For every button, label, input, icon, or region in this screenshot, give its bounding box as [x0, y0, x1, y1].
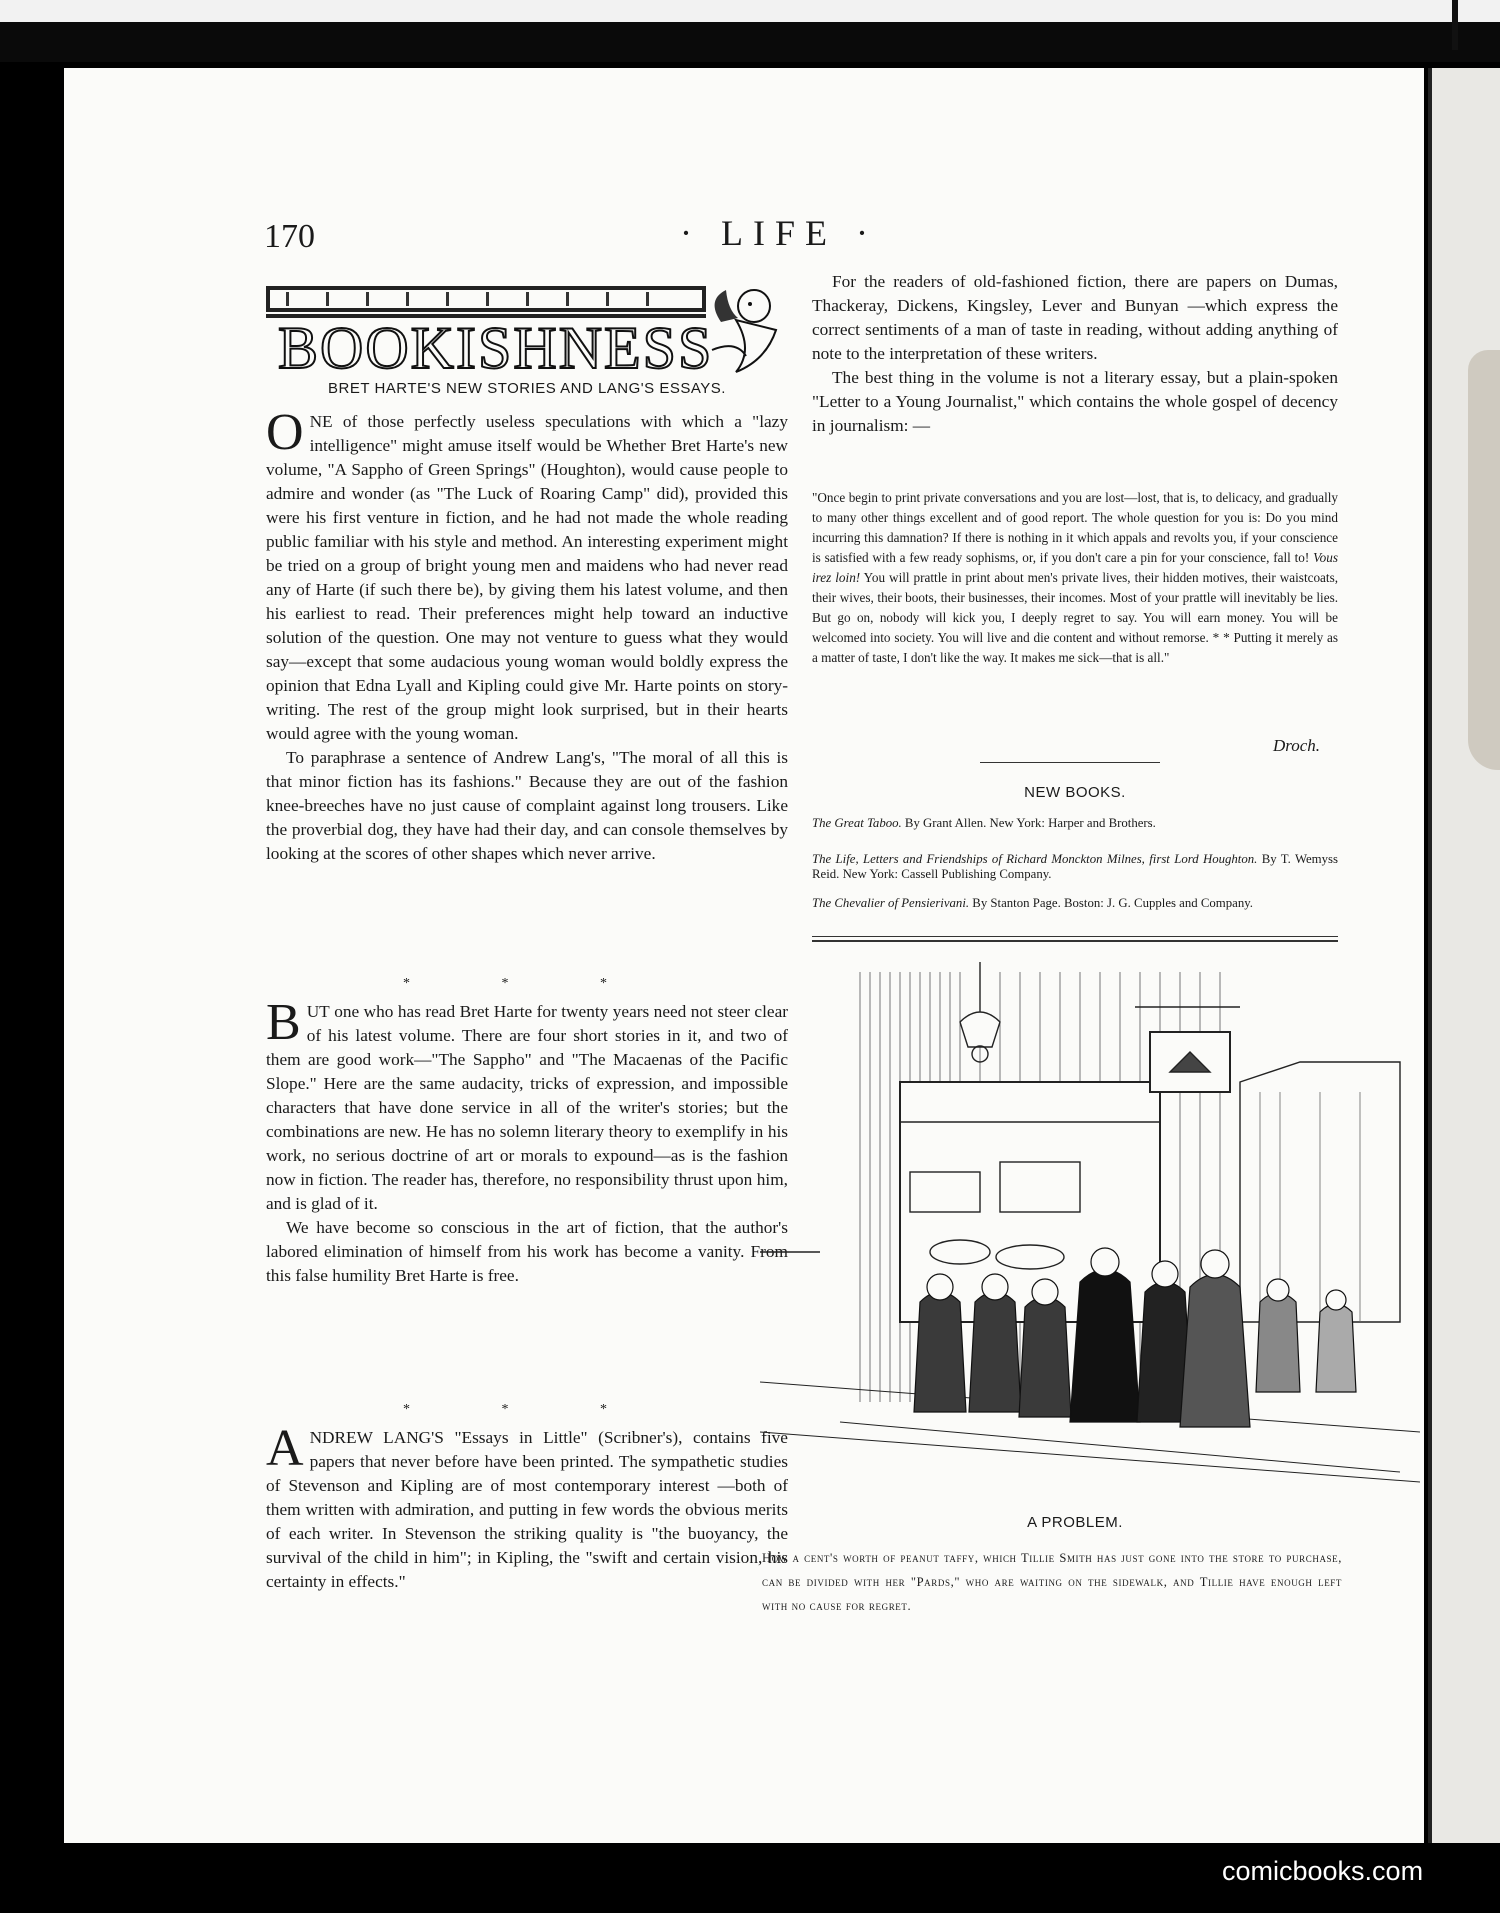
lead-word: NDREW LANG'S — [309, 1428, 444, 1447]
paragraph-harte-volume — [266, 994, 788, 1216]
section-break-stars: * * * — [403, 1402, 651, 1417]
block-quote — [812, 488, 1338, 668]
book-title: The Great Taboo. — [812, 816, 902, 830]
book-listing — [812, 816, 1338, 831]
left-column-harte-review — [266, 994, 788, 1288]
quote-text: You will prattle in print about men's private lives, their hidden motives, their waistcoats, their wives, their boots, their businesses, their incomes. Most of your prattle will inevitably be lies. But go on, nobody will kick you, I deeply regret to say. You will earn money. You will be welcomed into society. You will live and die content and without remorse. * * Putting it merely as a matter of taste, I don't like the way. It makes me sick—that is all." — [812, 570, 1338, 665]
book-title: The Chevalier of Pensierivani. — [812, 896, 970, 910]
cherub-icon — [712, 290, 776, 372]
street-scene-illustration — [760, 962, 1420, 1522]
divider — [812, 936, 1338, 937]
divider — [812, 940, 1338, 942]
running-head: · LIFE · — [680, 213, 878, 253]
paragraph-harte-speculation — [266, 404, 788, 746]
drop-cap-o: O — [266, 404, 304, 461]
divider — [980, 762, 1160, 763]
book-listing — [812, 896, 1338, 911]
author-signature: Droch. — [1272, 736, 1320, 755]
left-column-lang-essays — [266, 1420, 788, 1594]
watermark: comicbooks.com — [1222, 1856, 1424, 1886]
banner-title: BOOKISHNESS — [278, 315, 714, 380]
page-gutter — [1428, 68, 1432, 1843]
illustration-caption: How a cent's worth of peanut taffy, which Tillie Smith has just gone into the store to purchase, can be divided with her "Pards," who are waiting on the sidewalk, and Tillie have enough left with no cause for regret. — [762, 1551, 1342, 1613]
quote-italic: Vous irez loin! — [812, 550, 1338, 585]
book-details: By Stanton Page. Boston: J. G. Cupples and Company. — [969, 896, 1253, 910]
lead-word: UT — [306, 1002, 330, 1021]
book-details: By T. Wemyss Reid. New York: Cassell Publishing Company. — [812, 852, 1338, 881]
adjacent-page-edge — [1428, 68, 1500, 1843]
paragraph-text: of those perfectly useless speculations with which a "lazy intelligence" might amuse itself would be Whether Bret Harte's new volume, "A Sappho of Green Springs" (Houghton), would cause people to admire and wonder (as "The Luck of Roaring Camp" did), provided this were his first venture in fiction, and he had not made the whole reading public familiar with his style and method. An interesting experiment might be tried on a group of bright young men and maidens who had never read any of Harte (if such there be), by giving them his latest volume, and then his earliest to read. Their preferences might help toward an inductive solution of the question. One may not venture to guess what they would say—except that some audacious young woman would boldly express the opinion that Edna Lyall and Kipling could give Mr. Harte points on story-writing. The rest of the group might look surprised, but in their hearts would agree with the young woman. — [266, 412, 788, 743]
paragraph-text: "Essays in Little" (Scribner's), contains five papers that never before have been printed. The sympathetic studies of Stevenson and Kipling are of most contemporary interest —both of them written with admiration, and putting in few words the obvious merits of each writer. In Stevenson the striking quality is "the buoyancy, the survival of the child in him"; in Kipling, the "swift and certain vision, his certainty in effects." — [266, 1428, 788, 1591]
lead-word: NE — [309, 412, 333, 431]
left-column-intro — [266, 404, 788, 866]
drop-cap-a: A — [266, 1420, 304, 1477]
quote-text: "Once begin to print private conversations and you are lost—lost, that is, to delicacy, and gradually to many other things excellent and of good report. The whole question for you is: Do you mind incurring this damnation? If there is nothing in it which appals and revolts you, if your conscience is satisfied with a few ready sophisms, or, if you don't care a pin for your conscience, fall to! — [812, 490, 1338, 565]
scan-binding-rule — [1452, 0, 1458, 50]
book-listing — [812, 852, 1338, 882]
book-title: The Life, Letters and Friendships of Richard Monckton Milnes, first Lord Houghton. — [812, 852, 1258, 866]
article-subheading: BRET HARTE'S NEW STORIES AND LANG'S ESSAYS. — [328, 380, 726, 397]
bookishness-banner — [266, 280, 786, 380]
page-number: 170 — [264, 218, 315, 255]
book-details: By Grant Allen. New York: Harper and Brothers. — [901, 816, 1156, 830]
paragraph-lang-essays — [266, 1420, 788, 1594]
paragraph-conscious-fiction: We have become so conscious in the art of fiction, that the author's labored elimination of himself from his work has become a vanity. From this false humility Bret Harte is free. — [266, 1218, 788, 1285]
scan-dark-band — [0, 22, 1500, 62]
drop-cap-b: B — [266, 994, 301, 1051]
paragraph-lang-moral: To paraphrase a sentence of Andrew Lang's, "The moral of all this is that minor fiction has its fashions." Because they are out of the fashion knee-breeches have no just cause of complaint against long trousers. Like the proverbial dog, they have had their day, and can console themselves by looking at the scores of other shapes which never arrive. — [266, 748, 788, 863]
section-break-stars: * * * — [403, 976, 651, 991]
paper-stain — [1468, 350, 1500, 770]
paragraph-old-fashioned: For the readers of old-fashioned fiction, there are papers on Dumas, Thackeray, Dickens, Kingsley, Lever and Bunyan —which express the correct sentiments of a man of taste in reading, without adding anything of note to the interpretation of these writers. — [812, 272, 1338, 363]
paragraph-letter-journalist: The best thing in the volume is not a literary essay, but a plain-spoken "Letter to a Young Journalist," which contains the whole gospel of decency in journalism: — — [812, 368, 1338, 435]
right-column-text — [812, 270, 1338, 438]
paragraph-text: one who has read Bret Harte for twenty years need not steer clear of his latest volume. There are four short stories in it, and two of them are good work—"The Sappho" and "The Macaenas of the Pacific Slope." Here are the same audacity, tricks of expression, and impossible characters that have done service in all of the writer's stories; but the combinations are new. He has no solemn literary theory to exemplify in his work, no serious doctrine of art or morals to expound—as is the fashion now in fiction. The reader has, therefore, no responsibility thrust upon him, and is glad of it. — [266, 1002, 788, 1213]
new-books-heading: NEW BOOKS. — [1024, 784, 1126, 801]
illustration-title: A PROBLEM. — [1027, 1514, 1123, 1531]
scan-top-margin — [0, 0, 1500, 22]
